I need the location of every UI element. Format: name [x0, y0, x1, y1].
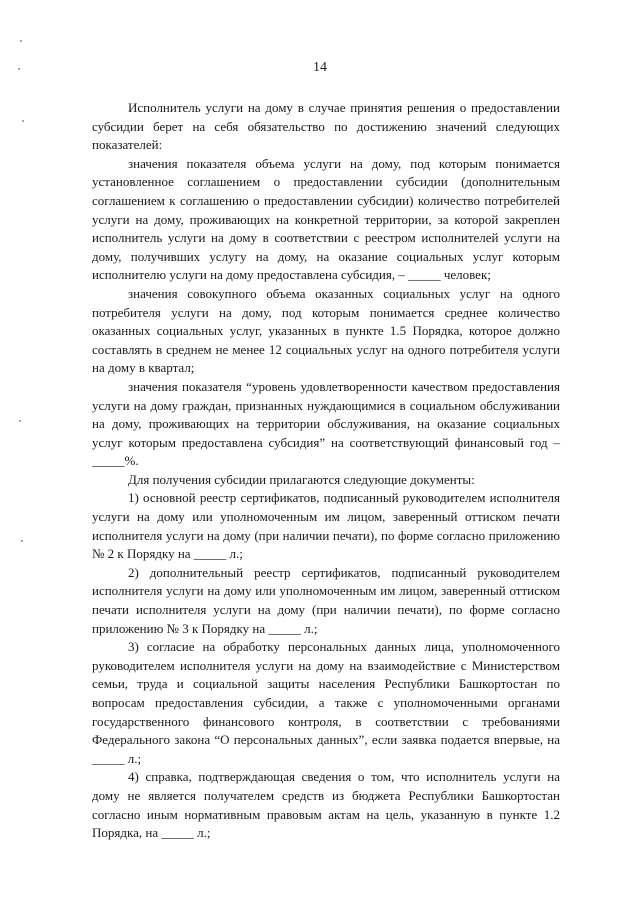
- paragraph-document-4: 4) справка, подтверждающая сведения о том, что исполнитель услуги на дому не является получателем средств из бюджета Республики Башкортостан согласно иным нормативным правовым актам на цель, указанную в пункте 1.2 Порядка, на _____ л.;: [92, 769, 560, 841]
- paragraph-indicator-services: значения совокупного объема оказанных социальных услуг на одного потребителя услуги на дому, под которым понимается среднее количество оказанных социальных услуг, указанных в пункте 1.5 Порядка, которое должно составлять в среднем не менее 12 социальных услуг на одного потребителя услуги на дому в квартал;: [92, 285, 560, 376]
- paragraph-intro: Исполнитель услуги на дому в случае принятия решения о предоставлении субсидии берет на себя обязательство по достижению значений следующих показателей:: [92, 100, 560, 153]
- paragraph-indicator-satisfaction: значения показателя “уровень удовлетворенности качеством предоставления услуги на дому граждан, признанных нуждающимися в социальном обслуживании на дому, проживающих на территории обслуживания, на оказание социальных услуг которым предоставлена субсидия” на соответствующий финансовый год – _____%.: [92, 378, 560, 469]
- scan-artifact: [21, 540, 23, 542]
- paragraph-documents-heading: Для получения субсидии прилагаются следующие документы:: [128, 471, 475, 487]
- document-body: [92, 99, 560, 843]
- scan-artifact: [20, 40, 22, 42]
- paragraph-indicator-volume: значения показателя объема услуги на дому, под которым понимается установленное соглашением о предоставлении субсидии (дополнительным соглашением к соглашению о предоставлении субсидии) количество потребителей услуги на дому, проживающих на конкретной территории, за которой закреплен исполнитель услуги на дому в соответствии с реестром исполнителей услуги на дому, получивших услугу на дому, на оказание социальных услуг которым исполнителю услуги на дому предоставлена субсидия, – _____ человек;: [92, 155, 560, 283]
- paragraph-document-1: 1) основной реестр сертификатов, подписанный руководителем исполнителя услуги на дому или уполномоченным им лицом, заверенный оттиском печати исполнителя услуги на дому (при наличии печати), по форме согласно приложению № 2 к Порядку на _____ л.;: [92, 490, 560, 562]
- paragraph-document-2: 2) дополнительный реестр сертификатов, подписанный руководителем исполнителя услуги на дому или уполномоченным им лицом, заверенный оттиском печати исполнителя услуги на дому (при наличии печати), по форме согласно приложению № 3 к Порядку на _____ л.;: [92, 564, 560, 636]
- scan-artifact: [18, 68, 20, 70]
- scan-artifact: [19, 420, 21, 422]
- scan-artifact: [22, 120, 24, 122]
- paragraph-document-3: 3) согласие на обработку персональных данных лица, уполномоченного руководителем исполнителя услуги на дому на взаимодействие с Министерством семьи, труда и социальной защиты населения Республики Башкортостан по вопросам предоставления субсидии, а также с уполномоченными органами государственного финансового контроля, в соответствии с требованиями Федерального закона “О персональных данных”, если заявка подается впервые, на _____ л.;: [92, 639, 560, 766]
- page-number: 14: [313, 60, 327, 75]
